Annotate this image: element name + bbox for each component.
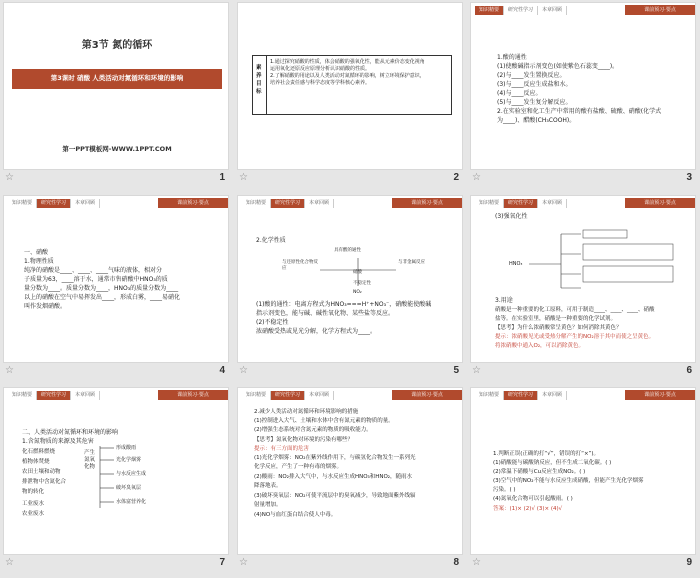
source-item: 农业废水	[22, 511, 45, 517]
diagram-label: 具有酸的通性	[334, 248, 361, 253]
text-line: (3)强氧化性	[495, 213, 528, 220]
diagram-label: 硝酸	[353, 270, 362, 275]
slide-thumbnail-1[interactable]	[3, 2, 229, 170]
text-line: 化学反应，产生了一种有毒的烟雾。	[254, 464, 343, 470]
hint-line: 将浓硝酸中通入O₂，可以消除黄色。	[495, 343, 585, 349]
diagram-label: 不稳定性	[353, 281, 371, 286]
text-line: 2.减少人类活动对氮循环和环境影响的措施	[254, 409, 359, 415]
tab-inquiry: 研究性学习	[271, 391, 305, 400]
slide-number: 2	[453, 172, 459, 183]
text-line: (3)破坏臭氧层：NO₂可使平流层中的臭氧减少，导致地面紫外线辐	[254, 493, 416, 499]
source-item: 植物体焚烧	[22, 459, 50, 465]
slide-thumbnail-8[interactable]	[237, 387, 463, 555]
slide-title: 第3节 氮的循环	[81, 40, 153, 51]
star-icon[interactable]: ☆	[5, 365, 14, 376]
impact-item: 光化学烟雾	[116, 457, 142, 463]
section-ribbon: 课前预习·要点	[158, 198, 228, 208]
slide-footer-bar	[470, 172, 696, 188]
slide-thumbnail-5[interactable]	[237, 195, 463, 363]
tab-knowledge: 知识精要	[475, 6, 504, 15]
slide-cell-2[interactable]	[234, 0, 467, 192]
slide-thumbnail-9[interactable]	[470, 387, 696, 555]
text-line: (2)常温下硝酸与Cu反应生成NO₂。( )	[493, 469, 586, 475]
tab-review: 本章回顾	[71, 199, 100, 208]
slide-number: 3	[686, 172, 692, 183]
slide-cell-3[interactable]	[467, 0, 700, 192]
slide-cell-1[interactable]	[0, 0, 233, 192]
text-line: 以上的硝酸在空气中易挥发出____，形成白雾，____易硝化	[24, 294, 181, 301]
text-line: 1.酸的通性	[497, 54, 527, 61]
diagram-label: NO₂	[353, 290, 362, 295]
tab-review: 本章回顾	[305, 199, 334, 208]
text-line: (2)不稳定性	[256, 319, 289, 326]
slide-cell-4[interactable]	[0, 193, 233, 385]
section-ribbon: 课前预习·要点	[625, 390, 695, 400]
slide-number: 7	[219, 557, 225, 568]
text-line: (1)酸的通性：电离方程式为HNO₃===H⁺+NO₃⁻，硝酸能使酸碱	[256, 301, 432, 308]
tab-knowledge: 知识精要	[8, 391, 37, 400]
tab-knowledge: 知识精要	[242, 199, 271, 208]
impact-item: 形成酸雨	[116, 445, 137, 451]
text-line: 污染。( )	[493, 487, 516, 493]
star-icon[interactable]: ☆	[239, 365, 248, 376]
section-ribbon: 课前预习·要点	[158, 390, 228, 400]
slide-tabs	[8, 391, 100, 401]
section-ribbon: 课前预习·要点	[392, 390, 462, 400]
text-line: (4)与____反应。	[497, 90, 542, 97]
source-item: 物的转化	[22, 489, 45, 495]
text-line: 2.化学性质	[256, 237, 286, 244]
impact-item: 水体富营养化	[116, 499, 147, 505]
tab-knowledge: 知识精要	[242, 391, 271, 400]
text-line: 1.物理性质	[24, 258, 54, 265]
goal-line: 运用氧化还原反应原理分析认识硝酸的性质。	[270, 66, 371, 72]
slide-cell-8[interactable]	[234, 385, 467, 577]
section-ribbon: 课前预习·要点	[625, 5, 695, 15]
slide-number: 1	[219, 172, 225, 183]
goals-box	[252, 55, 452, 115]
slide-footer-bar	[3, 365, 229, 381]
slide-tabs	[242, 199, 334, 209]
slide-thumbnail-7[interactable]	[3, 387, 229, 555]
star-icon[interactable]: ☆	[472, 365, 481, 376]
tab-inquiry: 研究性学习	[504, 6, 538, 15]
text-line: (3)与____反应生成盐和水。	[497, 81, 572, 88]
slide-footer-bar	[237, 172, 463, 188]
source-item: 化石燃料燃烧	[22, 449, 56, 455]
source-item: 农田土壤和动物	[22, 469, 61, 475]
text-line: (2)与____发生置换反应。	[497, 72, 566, 79]
text-line: 3.用途	[495, 297, 513, 304]
source-item: 工业废水	[22, 501, 45, 507]
tab-knowledge: 知识精要	[8, 199, 37, 208]
text-line: 叫作发烟硝酸。	[24, 303, 67, 310]
text-line: (4)氮氧化合物可以引起酸雨。( )	[493, 496, 573, 502]
goal-line: 2.了解硝酸的用途以及人类活动对氮循环的影响，树立环境保护意识，	[270, 73, 425, 79]
text-line: (1)硝酸能与碳酸钠反应，但不生成二氧化碳。( )	[493, 460, 612, 466]
slide-thumbnail-6[interactable]	[470, 195, 696, 363]
text-line: 盐等。在实验室里，硝酸是一种重要的化学试剂。	[495, 316, 617, 322]
slide-number: 5	[453, 365, 459, 376]
goals-side-label: 素养目标	[256, 65, 262, 95]
text-line: (1)光化学烟雾：NO₂在紫外线作用下，与碳氢化合物发生一系列光	[254, 455, 416, 461]
text-line: (5)与____发生复分解反应。	[497, 99, 572, 106]
star-icon[interactable]: ☆	[239, 172, 248, 183]
source-item: 排泄物中含氮化合	[22, 479, 67, 485]
text-line: 指示剂变色，能与碱、碱性氧化物、某些盐等反应。	[256, 310, 395, 317]
text-line: 浓硝酸受热或见光分解，化学方程式为____。	[256, 328, 377, 335]
slide-cell-5[interactable]	[234, 193, 467, 385]
star-icon[interactable]: ☆	[472, 172, 481, 183]
oxidation-diagram	[501, 224, 681, 292]
slide-number: 4	[219, 365, 225, 376]
text-line: 2.在实验室和化工生产中常用的酸有盐酸、硫酸、硝酸(化学式	[497, 108, 662, 115]
slide-number: 9	[686, 557, 692, 568]
tab-inquiry: 研究性学习	[37, 199, 71, 208]
tab-review: 本章回顾	[538, 6, 567, 15]
slide-tabs	[475, 391, 567, 401]
star-icon[interactable]: ☆	[239, 557, 248, 568]
slide-tabs	[242, 391, 334, 401]
text-line: (4)NO与血红蛋白结合使人中毒。	[254, 512, 337, 518]
tab-review: 本章回顾	[538, 391, 567, 400]
star-icon[interactable]: ☆	[472, 557, 481, 568]
slide-tabs	[8, 199, 100, 209]
goal-line: 培养社会责任感与科学态度等学科核心素养。	[270, 80, 371, 86]
slide-subtitle: 第3课时 硝酸 人类活动对氮循环和环境的影响	[50, 74, 184, 82]
slide-footer-bar	[237, 365, 463, 381]
tab-review: 本章回顾	[71, 391, 100, 400]
center-label: 产生氮氧化物	[84, 450, 96, 470]
slide-cell-7[interactable]	[0, 385, 233, 577]
text-line: 射量增加。	[254, 502, 282, 508]
slide-footer-bar	[3, 557, 229, 573]
tab-review: 本章回顾	[538, 199, 567, 208]
subtitle-band	[12, 69, 222, 89]
text-line: 硝酸是一种重要的化工原料，可用于制造____、____、____、硝酸	[495, 307, 655, 313]
text-line: 二、人类活动对氮循环和环境的影响	[22, 429, 119, 436]
slide-cell-6[interactable]	[467, 193, 700, 385]
answer-line: 答案：(1)× (2)√ (3)× (4)√	[493, 506, 563, 512]
text-line: 降落地表。	[254, 483, 282, 489]
impact-item: 破坏臭氧层	[116, 485, 142, 491]
goal-line: 1.通过探究硝酸的性质，体会硝酸的强氧化性，能从元素价态变化视角	[270, 59, 425, 65]
section-ribbon: 课前预习·要点	[392, 198, 462, 208]
tab-inquiry: 研究性学习	[37, 391, 71, 400]
text-line: (2)增强生态系统对含氮元素的物质的吸收能力。	[254, 427, 372, 433]
formula-label: HNO₃	[509, 261, 523, 267]
text-line: 子质量为63，____溶于水，通常市售硝酸中HNO₃的质	[24, 276, 168, 283]
impact-item: 与水反应生成	[116, 471, 147, 477]
slide-footer: 第一PPT模板网-WWW.1PPT.COM	[62, 145, 172, 153]
diagram-label: 与非金属反应	[398, 260, 425, 265]
slide-footer-bar	[470, 557, 696, 573]
slide-footer-bar	[237, 557, 463, 573]
tab-review: 本章回顾	[305, 391, 334, 400]
impact-brackets	[78, 442, 138, 522]
text-line: (3)空气中的NO₂不能与水反应生成硝酸，但能产生光化学烟雾	[493, 478, 644, 484]
slide-tabs	[475, 199, 567, 209]
text-line: 【思考】氮氧化物对环境的污染有哪些？	[254, 437, 354, 443]
hint-line: 提示：有三方面的危害	[254, 446, 310, 452]
slide-tabs	[475, 6, 567, 16]
star-icon[interactable]: ☆	[5, 172, 14, 183]
tab-inquiry: 研究性学习	[504, 199, 538, 208]
diagram-label: 与还原性化合物反应	[282, 260, 318, 271]
slide-thumbnail-3[interactable]	[470, 2, 696, 170]
slide-footer-bar	[3, 172, 229, 188]
slide-thumbnail-2[interactable]	[237, 2, 463, 170]
text-line: 量分数为____。质量分数为____，HNO₃的质量分数为____	[24, 285, 179, 292]
section-ribbon: 课前预习·要点	[625, 198, 695, 208]
goals-side	[253, 56, 267, 114]
tab-knowledge: 知识精要	[475, 199, 504, 208]
text-line: 【思考】为什么浓硝酸常呈黄色？如何消除其黄色？	[495, 325, 622, 331]
text-line: 1.判断正误(正确的打“√”，错误的打“×”)。	[493, 451, 600, 457]
text-line: 纯净的硝酸是____、____、____气味的液体，相对分	[24, 267, 163, 274]
text-line: (2)酸雨：NO₂排入大气中，与水反应生成HNO₃和HNO₂，随雨水	[254, 474, 413, 480]
slide-number: 6	[686, 365, 692, 376]
tab-inquiry: 研究性学习	[504, 391, 538, 400]
text-line: 1.含氮物质的来源及其危害	[22, 438, 94, 445]
slide-thumbnail-4[interactable]	[3, 195, 229, 363]
tab-knowledge: 知识精要	[475, 391, 504, 400]
slide-number: 8	[453, 557, 459, 568]
hint-line: 提示：浓硝酸见光或受热分解产生的NO₂溶于其中而使之呈黄色。	[495, 334, 655, 340]
star-icon[interactable]: ☆	[5, 557, 14, 568]
text-line: 为____)、醋酸(CH₃COOH)。	[497, 117, 576, 124]
text-line: 一、硝酸	[24, 249, 49, 256]
slide-cell-9[interactable]	[467, 385, 700, 577]
tab-inquiry: 研究性学习	[271, 199, 305, 208]
slide-footer-bar	[470, 365, 696, 381]
text-line: (1)使酸碱指示剂变色(如使紫色石蕊变____)。	[497, 63, 619, 70]
text-line: (1)控制进入大气、土壤和水体中含有氮元素的物质的量。	[254, 418, 394, 424]
